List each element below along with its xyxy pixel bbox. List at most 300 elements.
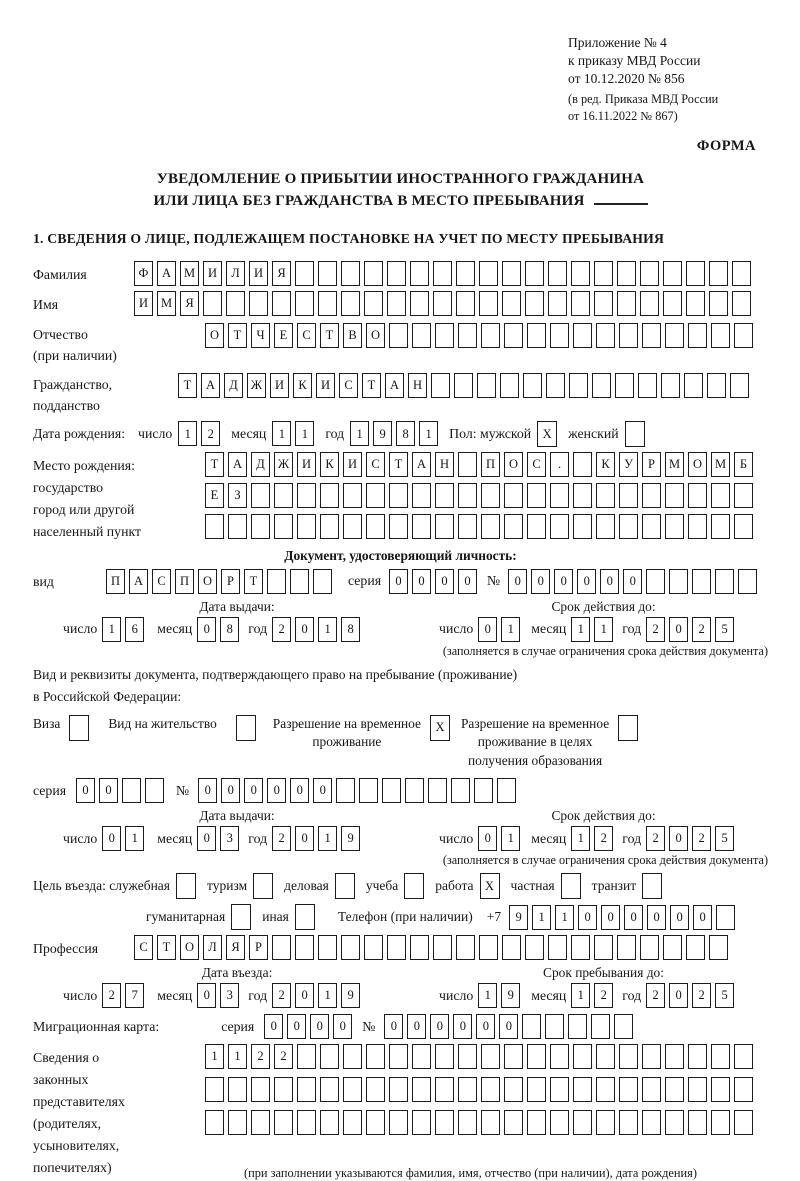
char-cell[interactable] (272, 291, 291, 316)
char-cell[interactable]: 2 (102, 983, 121, 1008)
char-cell[interactable] (228, 1110, 247, 1135)
char-cell[interactable]: 9 (341, 826, 360, 851)
char-cell[interactable]: 2 (274, 1044, 293, 1069)
char-cell[interactable] (669, 569, 688, 594)
char-cell[interactable]: И (297, 452, 316, 477)
char-cell[interactable] (341, 935, 360, 960)
char-cell[interactable] (433, 261, 452, 286)
purpose-official-checkbox[interactable] (176, 873, 196, 899)
char-cell[interactable] (525, 935, 544, 960)
char-cell[interactable]: К (320, 452, 339, 477)
char-cell[interactable]: Б (734, 452, 753, 477)
char-cell[interactable]: 2 (272, 826, 291, 851)
char-cell[interactable] (366, 1110, 385, 1135)
char-cell[interactable]: 2 (646, 826, 665, 851)
char-cell[interactable] (343, 1110, 362, 1135)
char-cell[interactable]: 1 (102, 617, 121, 642)
char-cell[interactable] (527, 1044, 546, 1069)
char-cell[interactable]: 5 (715, 826, 734, 851)
char-cell[interactable] (456, 261, 475, 286)
char-cell[interactable] (734, 1044, 753, 1069)
char-cell[interactable] (295, 291, 314, 316)
char-cell[interactable]: Т (362, 373, 381, 398)
char-cell[interactable] (665, 1110, 684, 1135)
char-cell[interactable] (251, 514, 270, 539)
char-cell[interactable] (686, 935, 705, 960)
char-cell[interactable] (228, 1077, 247, 1102)
char-cell[interactable] (366, 1077, 385, 1102)
char-cell[interactable]: Т (205, 452, 224, 477)
char-cell[interactable] (364, 935, 383, 960)
char-cell[interactable]: И (270, 373, 289, 398)
char-cell[interactable] (665, 1077, 684, 1102)
char-cell[interactable]: Р (221, 569, 240, 594)
char-cell[interactable]: С (527, 452, 546, 477)
char-cell[interactable] (734, 483, 753, 508)
char-cell[interactable]: Ж (274, 452, 293, 477)
char-cell[interactable] (318, 261, 337, 286)
char-cell[interactable] (435, 514, 454, 539)
char-cell[interactable]: 0 (267, 778, 286, 803)
char-cell[interactable] (663, 261, 682, 286)
char-cell[interactable] (504, 1110, 523, 1135)
char-cell[interactable]: 0 (333, 1014, 352, 1039)
char-cell[interactable] (249, 291, 268, 316)
char-cell[interactable]: 1 (571, 983, 590, 1008)
char-cell[interactable] (688, 323, 707, 348)
char-cell[interactable] (573, 514, 592, 539)
char-cell[interactable]: О (504, 452, 523, 477)
char-cell[interactable] (707, 373, 726, 398)
char-cell[interactable]: 2 (272, 983, 291, 1008)
char-cell[interactable] (433, 291, 452, 316)
char-cell[interactable]: 1 (501, 617, 520, 642)
char-cell[interactable]: 8 (396, 421, 415, 446)
char-cell[interactable] (573, 323, 592, 348)
char-cell[interactable] (389, 323, 408, 348)
purpose-study-checkbox[interactable] (404, 873, 424, 899)
char-cell[interactable] (481, 1077, 500, 1102)
char-cell[interactable]: 1 (318, 983, 337, 1008)
char-cell[interactable] (203, 291, 222, 316)
char-cell[interactable]: А (412, 452, 431, 477)
char-cell[interactable] (711, 483, 730, 508)
char-cell[interactable] (504, 1044, 523, 1069)
char-cell[interactable] (341, 261, 360, 286)
char-cell[interactable]: 1 (228, 1044, 247, 1069)
char-cell[interactable]: 5 (715, 983, 734, 1008)
char-cell[interactable] (297, 1077, 316, 1102)
char-cell[interactable] (364, 261, 383, 286)
char-cell[interactable] (646, 569, 665, 594)
char-cell[interactable] (458, 323, 477, 348)
char-cell[interactable] (527, 514, 546, 539)
char-cell[interactable] (435, 483, 454, 508)
char-cell[interactable]: 2 (594, 826, 613, 851)
char-cell[interactable]: С (339, 373, 358, 398)
char-cell[interactable]: 0 (295, 983, 314, 1008)
char-cell[interactable] (481, 1110, 500, 1135)
char-cell[interactable]: 0 (478, 617, 497, 642)
char-cell[interactable] (205, 1110, 224, 1135)
char-cell[interactable]: 1 (594, 617, 613, 642)
char-cell[interactable] (548, 935, 567, 960)
char-cell[interactable]: И (134, 291, 153, 316)
char-cell[interactable] (456, 935, 475, 960)
char-cell[interactable] (594, 291, 613, 316)
char-cell[interactable] (435, 1110, 454, 1135)
char-cell[interactable] (458, 452, 477, 477)
purpose-transit-checkbox[interactable] (642, 873, 662, 899)
char-cell[interactable] (295, 935, 314, 960)
char-cell[interactable] (295, 261, 314, 286)
char-cell[interactable] (458, 1110, 477, 1135)
char-cell[interactable] (389, 1044, 408, 1069)
char-cell[interactable]: П (175, 569, 194, 594)
char-cell[interactable] (571, 291, 590, 316)
char-cell[interactable] (389, 1110, 408, 1135)
char-cell[interactable]: 2 (692, 983, 711, 1008)
char-cell[interactable] (343, 1077, 362, 1102)
char-cell[interactable]: 0 (287, 1014, 306, 1039)
char-cell[interactable] (454, 373, 473, 398)
char-cell[interactable]: У (619, 452, 638, 477)
char-cell[interactable] (389, 1077, 408, 1102)
char-cell[interactable] (205, 1077, 224, 1102)
char-cell[interactable] (389, 483, 408, 508)
char-cell[interactable] (730, 373, 749, 398)
char-cell[interactable] (711, 1077, 730, 1102)
char-cell[interactable] (638, 373, 657, 398)
purpose-other-checkbox[interactable] (295, 904, 315, 930)
char-cell[interactable]: 0 (508, 569, 527, 594)
purpose-business-checkbox[interactable] (335, 873, 355, 899)
char-cell[interactable]: 0 (600, 569, 619, 594)
char-cell[interactable]: 1 (272, 421, 291, 446)
char-cell[interactable] (640, 261, 659, 286)
char-cell[interactable] (594, 935, 613, 960)
char-cell[interactable]: Т (244, 569, 263, 594)
char-cell[interactable]: 0 (478, 826, 497, 851)
char-cell[interactable]: О (688, 452, 707, 477)
char-cell[interactable] (251, 1110, 270, 1135)
char-cell[interactable]: В (343, 323, 362, 348)
char-cell[interactable]: М (180, 261, 199, 286)
char-cell[interactable]: 0 (577, 569, 596, 594)
char-cell[interactable]: П (481, 452, 500, 477)
char-cell[interactable]: 0 (430, 1014, 449, 1039)
char-cell[interactable] (738, 569, 757, 594)
char-cell[interactable]: М (665, 452, 684, 477)
char-cell[interactable] (451, 778, 470, 803)
char-cell[interactable]: 9 (509, 905, 528, 930)
char-cell[interactable] (615, 373, 634, 398)
char-cell[interactable]: 2 (272, 617, 291, 642)
char-cell[interactable] (428, 778, 447, 803)
char-cell[interactable] (523, 373, 542, 398)
char-cell[interactable]: Е (205, 483, 224, 508)
char-cell[interactable]: Р (642, 452, 661, 477)
char-cell[interactable] (661, 373, 680, 398)
char-cell[interactable]: Т (228, 323, 247, 348)
char-cell[interactable] (619, 1044, 638, 1069)
char-cell[interactable] (550, 1044, 569, 1069)
char-cell[interactable] (479, 935, 498, 960)
char-cell[interactable] (387, 935, 406, 960)
char-cell[interactable]: 0 (693, 905, 712, 930)
char-cell[interactable] (715, 569, 734, 594)
char-cell[interactable]: 1 (125, 826, 144, 851)
char-cell[interactable] (548, 261, 567, 286)
char-cell[interactable] (591, 1014, 610, 1039)
char-cell[interactable] (573, 1077, 592, 1102)
char-cell[interactable] (596, 1110, 615, 1135)
char-cell[interactable]: 0 (221, 778, 240, 803)
char-cell[interactable] (571, 261, 590, 286)
char-cell[interactable] (569, 373, 588, 398)
char-cell[interactable] (318, 291, 337, 316)
char-cell[interactable] (366, 483, 385, 508)
char-cell[interactable]: 2 (201, 421, 220, 446)
char-cell[interactable] (732, 261, 751, 286)
char-cell[interactable] (734, 1110, 753, 1135)
char-cell[interactable]: 0 (623, 569, 642, 594)
char-cell[interactable] (573, 452, 592, 477)
char-cell[interactable] (228, 514, 247, 539)
char-cell[interactable]: 3 (220, 983, 239, 1008)
char-cell[interactable]: О (180, 935, 199, 960)
char-cell[interactable] (527, 1110, 546, 1135)
char-cell[interactable] (573, 1044, 592, 1069)
char-cell[interactable] (412, 323, 431, 348)
char-cell[interactable] (596, 514, 615, 539)
char-cell[interactable]: 0 (499, 1014, 518, 1039)
char-cell[interactable]: 0 (76, 778, 95, 803)
char-cell[interactable] (734, 323, 753, 348)
char-cell[interactable] (594, 261, 613, 286)
char-cell[interactable]: С (152, 569, 171, 594)
char-cell[interactable] (734, 514, 753, 539)
char-cell[interactable] (709, 291, 728, 316)
char-cell[interactable]: 0 (458, 569, 477, 594)
char-cell[interactable] (290, 569, 309, 594)
char-cell[interactable]: Т (178, 373, 197, 398)
char-cell[interactable]: 0 (313, 778, 332, 803)
char-cell[interactable] (711, 323, 730, 348)
char-cell[interactable] (458, 1044, 477, 1069)
char-cell[interactable]: 0 (389, 569, 408, 594)
char-cell[interactable] (545, 1014, 564, 1039)
char-cell[interactable] (550, 323, 569, 348)
char-cell[interactable] (272, 935, 291, 960)
char-cell[interactable] (688, 514, 707, 539)
char-cell[interactable]: 1 (555, 905, 574, 930)
char-cell[interactable]: О (205, 323, 224, 348)
char-cell[interactable]: 6 (125, 617, 144, 642)
char-cell[interactable] (435, 1077, 454, 1102)
char-cell[interactable]: А (385, 373, 404, 398)
char-cell[interactable]: 0 (578, 905, 597, 930)
char-cell[interactable]: Ф (134, 261, 153, 286)
char-cell[interactable] (412, 483, 431, 508)
char-cell[interactable]: Л (226, 261, 245, 286)
char-cell[interactable] (481, 323, 500, 348)
char-cell[interactable] (642, 483, 661, 508)
sex-male-checkbox[interactable]: X (537, 421, 557, 447)
edu-permit-checkbox[interactable] (618, 715, 638, 741)
char-cell[interactable] (274, 1110, 293, 1135)
char-cell[interactable]: 0 (407, 1014, 426, 1039)
char-cell[interactable] (573, 483, 592, 508)
char-cell[interactable] (336, 778, 355, 803)
char-cell[interactable] (665, 514, 684, 539)
char-cell[interactable]: 0 (624, 905, 643, 930)
char-cell[interactable]: Я (272, 261, 291, 286)
char-cell[interactable]: 1 (295, 421, 314, 446)
char-cell[interactable] (619, 514, 638, 539)
char-cell[interactable]: 0 (102, 826, 121, 851)
char-cell[interactable] (481, 483, 500, 508)
char-cell[interactable] (412, 1077, 431, 1102)
purpose-humanitarian-checkbox[interactable] (231, 904, 251, 930)
char-cell[interactable] (477, 373, 496, 398)
char-cell[interactable]: Д (251, 452, 270, 477)
char-cell[interactable]: Н (435, 452, 454, 477)
char-cell[interactable] (711, 1110, 730, 1135)
char-cell[interactable] (550, 514, 569, 539)
char-cell[interactable]: 0 (453, 1014, 472, 1039)
char-cell[interactable] (619, 483, 638, 508)
char-cell[interactable] (145, 778, 164, 803)
char-cell[interactable] (320, 1077, 339, 1102)
char-cell[interactable] (665, 1044, 684, 1069)
char-cell[interactable] (716, 905, 735, 930)
char-cell[interactable] (297, 514, 316, 539)
char-cell[interactable]: А (201, 373, 220, 398)
char-cell[interactable]: 1 (318, 617, 337, 642)
char-cell[interactable]: И (343, 452, 362, 477)
char-cell[interactable]: 2 (692, 617, 711, 642)
char-cell[interactable] (320, 483, 339, 508)
char-cell[interactable] (435, 323, 454, 348)
purpose-tourism-checkbox[interactable] (253, 873, 273, 899)
char-cell[interactable]: 7 (125, 983, 144, 1008)
char-cell[interactable] (550, 1110, 569, 1135)
char-cell[interactable] (387, 291, 406, 316)
char-cell[interactable] (619, 1077, 638, 1102)
char-cell[interactable]: М (711, 452, 730, 477)
char-cell[interactable] (341, 291, 360, 316)
char-cell[interactable] (343, 514, 362, 539)
char-cell[interactable] (458, 1077, 477, 1102)
char-cell[interactable] (479, 261, 498, 286)
char-cell[interactable]: С (134, 935, 153, 960)
char-cell[interactable] (568, 1014, 587, 1039)
char-cell[interactable] (412, 1044, 431, 1069)
char-cell[interactable]: 3 (220, 826, 239, 851)
char-cell[interactable] (274, 483, 293, 508)
char-cell[interactable]: 1 (501, 826, 520, 851)
char-cell[interactable]: 1 (478, 983, 497, 1008)
char-cell[interactable]: Ж (247, 373, 266, 398)
char-cell[interactable] (642, 514, 661, 539)
char-cell[interactable]: Я (180, 291, 199, 316)
char-cell[interactable]: 9 (373, 421, 392, 446)
char-cell[interactable] (226, 291, 245, 316)
char-cell[interactable]: Я (226, 935, 245, 960)
char-cell[interactable]: М (157, 291, 176, 316)
char-cell[interactable] (617, 291, 636, 316)
char-cell[interactable]: 0 (310, 1014, 329, 1039)
char-cell[interactable] (527, 1077, 546, 1102)
char-cell[interactable] (479, 291, 498, 316)
char-cell[interactable]: К (596, 452, 615, 477)
char-cell[interactable] (711, 514, 730, 539)
char-cell[interactable]: 8 (220, 617, 239, 642)
char-cell[interactable] (481, 514, 500, 539)
char-cell[interactable] (251, 483, 270, 508)
char-cell[interactable] (458, 514, 477, 539)
char-cell[interactable] (504, 483, 523, 508)
char-cell[interactable] (596, 1077, 615, 1102)
purpose-private-checkbox[interactable] (561, 873, 581, 899)
char-cell[interactable] (313, 569, 332, 594)
char-cell[interactable]: 2 (646, 983, 665, 1008)
char-cell[interactable] (274, 514, 293, 539)
char-cell[interactable] (592, 373, 611, 398)
char-cell[interactable]: 0 (669, 617, 688, 642)
char-cell[interactable]: З (228, 483, 247, 508)
char-cell[interactable] (732, 291, 751, 316)
char-cell[interactable]: 0 (531, 569, 550, 594)
char-cell[interactable] (431, 373, 450, 398)
char-cell[interactable] (692, 569, 711, 594)
char-cell[interactable] (504, 323, 523, 348)
char-cell[interactable]: И (203, 261, 222, 286)
char-cell[interactable]: 0 (244, 778, 263, 803)
char-cell[interactable] (546, 373, 565, 398)
char-cell[interactable]: 0 (412, 569, 431, 594)
char-cell[interactable]: И (249, 261, 268, 286)
char-cell[interactable] (596, 1044, 615, 1069)
char-cell[interactable] (502, 261, 521, 286)
char-cell[interactable]: 1 (350, 421, 369, 446)
char-cell[interactable] (665, 483, 684, 508)
char-cell[interactable] (274, 1077, 293, 1102)
char-cell[interactable] (251, 1077, 270, 1102)
char-cell[interactable] (550, 483, 569, 508)
temp-permit-checkbox[interactable]: X (430, 715, 450, 741)
char-cell[interactable]: 0 (554, 569, 573, 594)
char-cell[interactable]: 2 (646, 617, 665, 642)
char-cell[interactable]: 0 (295, 617, 314, 642)
char-cell[interactable]: 1 (178, 421, 197, 446)
char-cell[interactable] (366, 1044, 385, 1069)
char-cell[interactable] (619, 1110, 638, 1135)
char-cell[interactable] (267, 569, 286, 594)
char-cell[interactable] (297, 483, 316, 508)
char-cell[interactable]: 0 (197, 983, 216, 1008)
char-cell[interactable] (364, 291, 383, 316)
char-cell[interactable] (458, 483, 477, 508)
char-cell[interactable] (497, 778, 516, 803)
char-cell[interactable] (734, 1077, 753, 1102)
char-cell[interactable]: 0 (198, 778, 217, 803)
char-cell[interactable] (366, 514, 385, 539)
char-cell[interactable] (709, 261, 728, 286)
char-cell[interactable]: 0 (197, 826, 216, 851)
char-cell[interactable] (481, 1044, 500, 1069)
